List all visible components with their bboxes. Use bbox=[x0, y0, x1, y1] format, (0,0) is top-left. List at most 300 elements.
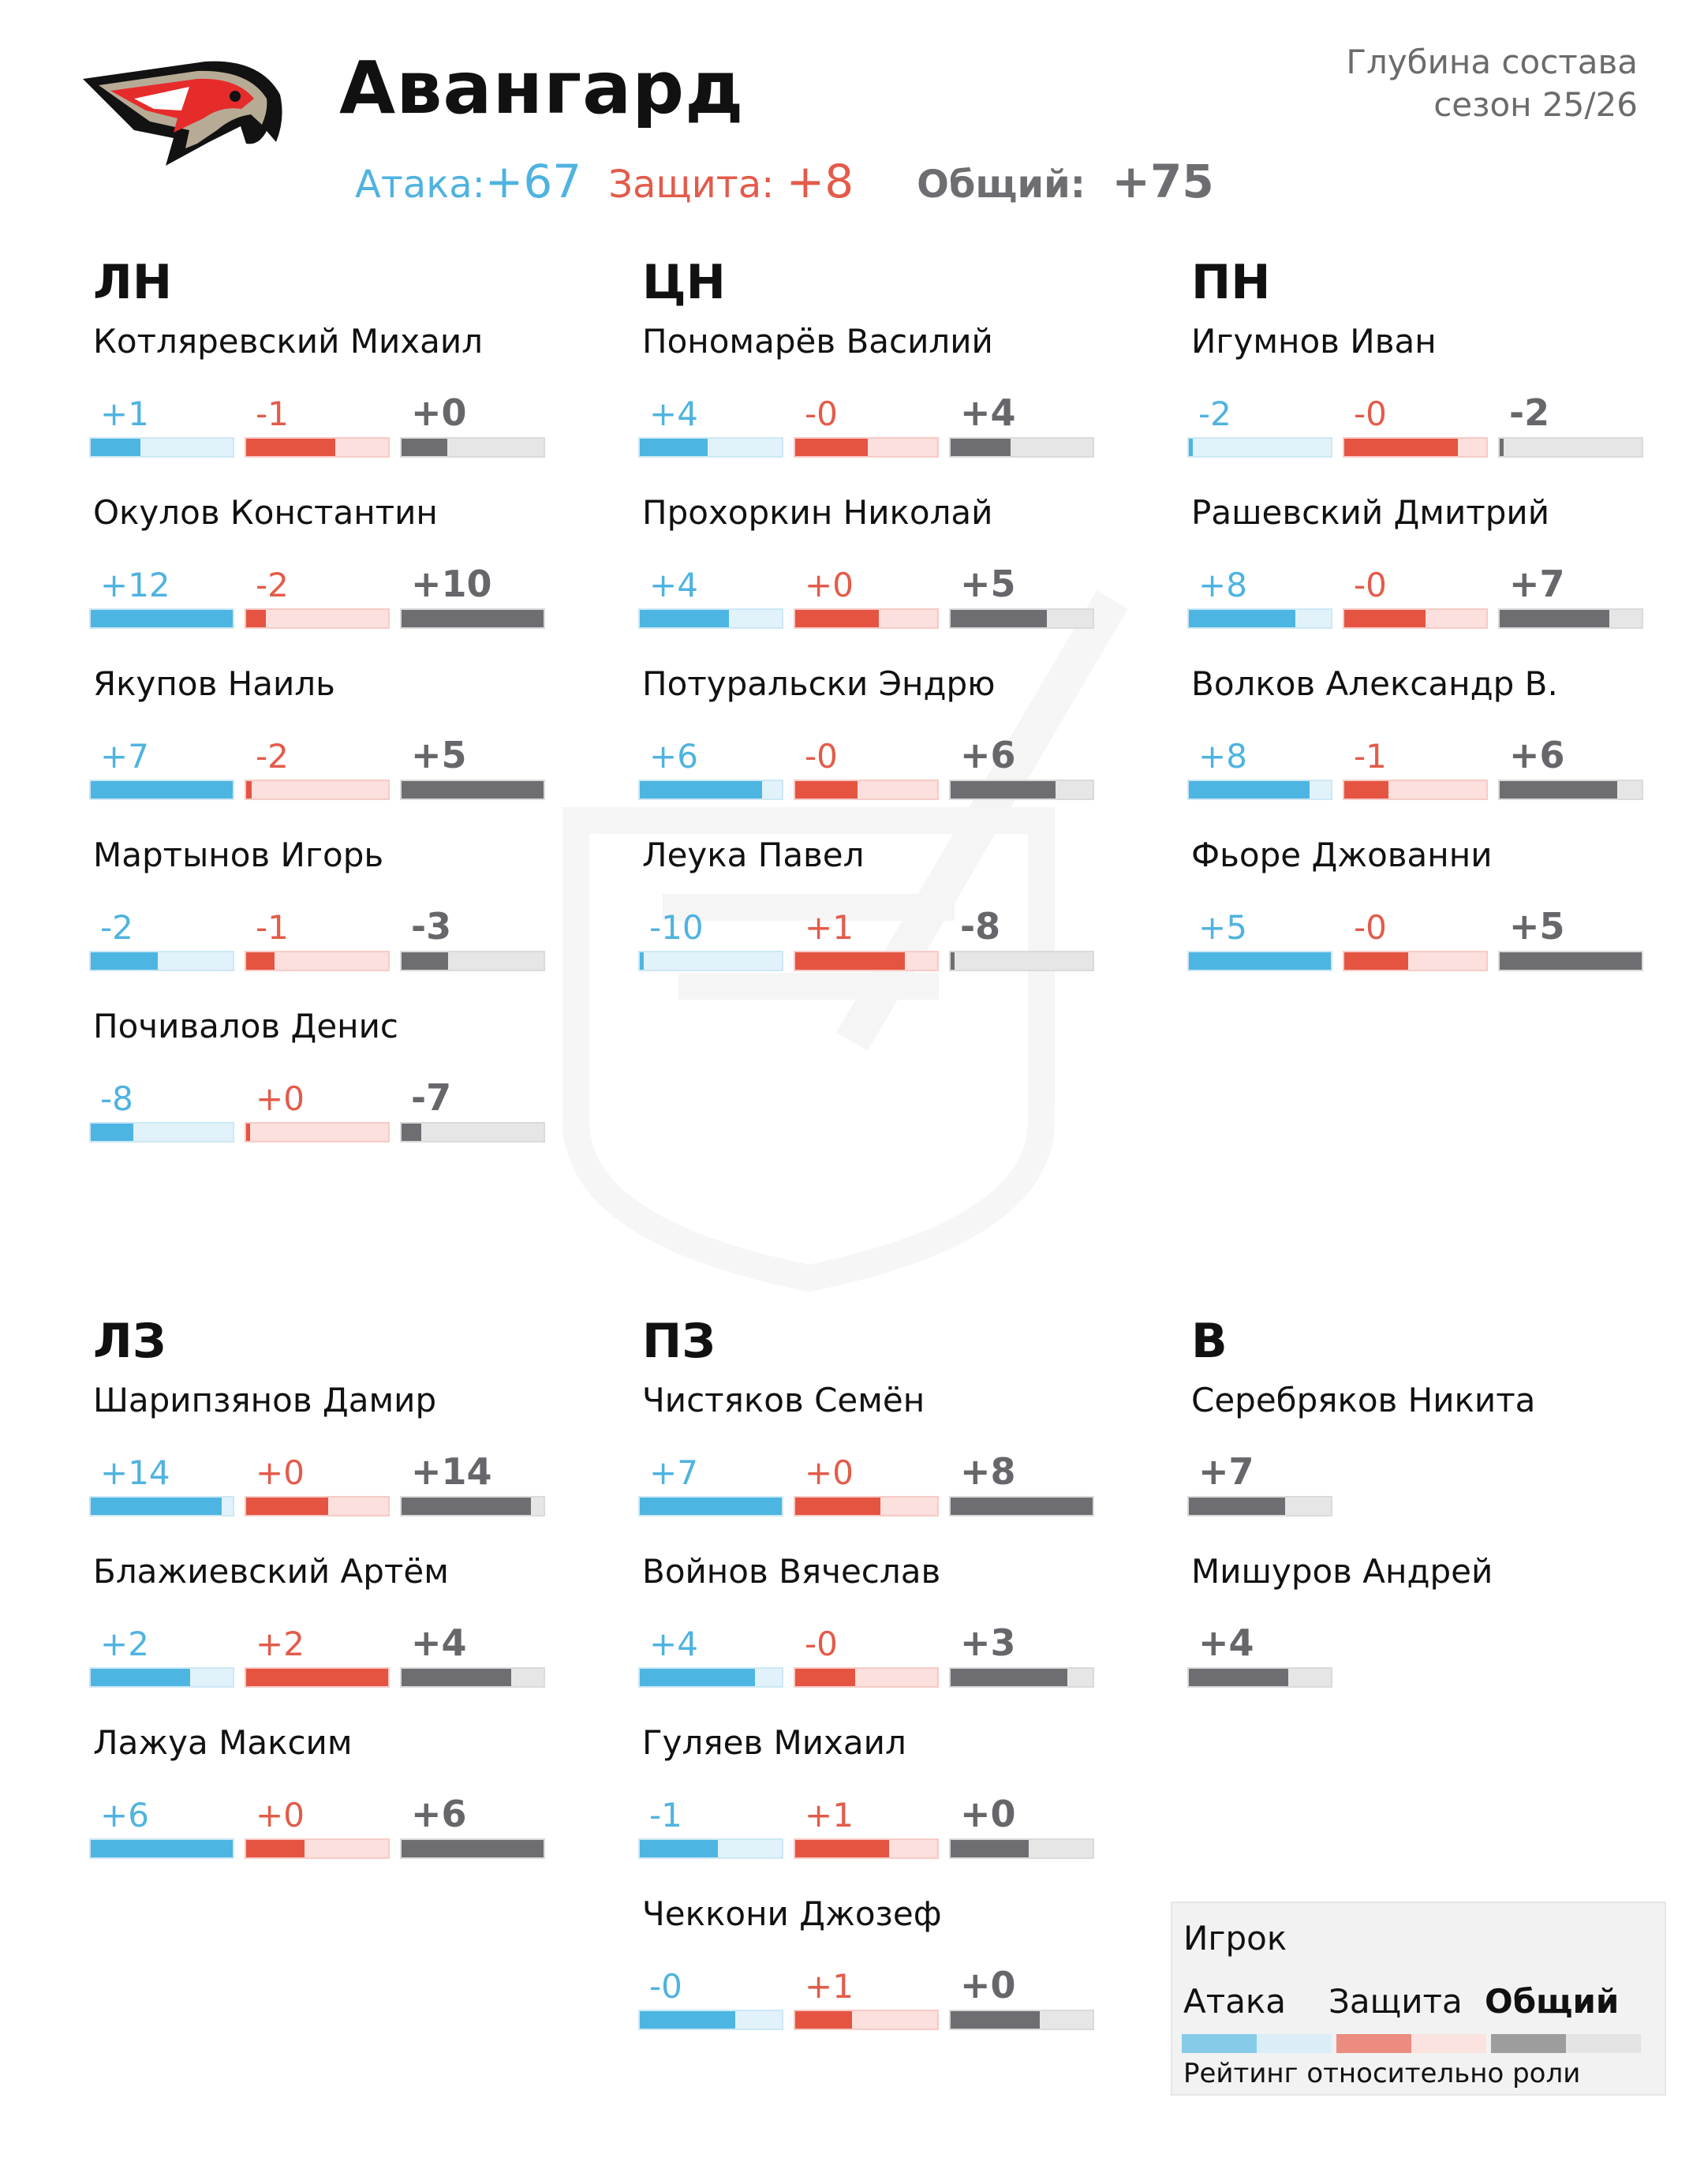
attack-bar-fill bbox=[640, 1498, 782, 1515]
defense-stat bbox=[245, 1796, 390, 1859]
attack-bar bbox=[89, 1122, 234, 1142]
overall-bar-fill bbox=[1500, 610, 1609, 627]
player-name: Потуральски Эндрю bbox=[642, 664, 996, 703]
defense-stat bbox=[245, 1453, 390, 1516]
overall-bar-fill bbox=[951, 1669, 1067, 1686]
overall-bar bbox=[400, 1838, 545, 1859]
defense-stat bbox=[794, 1796, 939, 1859]
attack-bar bbox=[1187, 780, 1332, 800]
defense-stat bbox=[1343, 566, 1488, 629]
defense-value: +2 bbox=[256, 1625, 305, 1663]
defense-value: +1 bbox=[805, 1967, 854, 2006]
defense-bar-fill bbox=[795, 1498, 880, 1515]
attack-stat bbox=[89, 737, 234, 800]
attack-bar bbox=[638, 608, 783, 629]
overall-bar bbox=[1498, 437, 1643, 458]
overall-bar-fill bbox=[402, 610, 544, 627]
overall-bar-fill bbox=[1500, 952, 1642, 970]
defense-bar-fill bbox=[246, 1498, 328, 1515]
defense-stat bbox=[794, 1967, 939, 2030]
attack-bar bbox=[638, 2010, 783, 2030]
attack-bar bbox=[89, 1667, 234, 1688]
header bbox=[0, 0, 1704, 237]
overall-value: -7 bbox=[411, 1076, 452, 1119]
overall-value: +10 bbox=[411, 563, 492, 605]
overall-bar-fill bbox=[951, 2011, 1040, 2029]
overall-value: +5 bbox=[960, 563, 1016, 605]
attack-bar-fill bbox=[91, 610, 233, 627]
position-title: ЦН bbox=[642, 255, 726, 310]
attack-stat bbox=[638, 1453, 783, 1516]
attack-stat bbox=[638, 908, 783, 971]
attack-value: +7 bbox=[100, 737, 149, 776]
player-name: Мишуров Андрей bbox=[1191, 1552, 1493, 1591]
attack-bar bbox=[1187, 951, 1332, 971]
defense-value: -2 bbox=[256, 737, 289, 776]
player-name: Чеккони Джозеф bbox=[642, 1894, 942, 1933]
attack-stat bbox=[89, 395, 234, 458]
attack-value: +4 bbox=[649, 1625, 698, 1663]
defense-bar bbox=[245, 1122, 390, 1142]
overall-bar bbox=[400, 1122, 545, 1142]
overall-value: +5 bbox=[411, 734, 467, 776]
attack-bar-fill bbox=[640, 610, 729, 627]
defense-bar bbox=[245, 608, 390, 629]
defense-value: +1 bbox=[805, 1796, 854, 1834]
defense-bar-fill bbox=[1344, 439, 1458, 456]
attack-stat bbox=[638, 1796, 783, 1859]
player-name: Серебряков Никита bbox=[1191, 1381, 1536, 1419]
attack-bar-fill bbox=[640, 952, 644, 970]
overall-bar bbox=[949, 1496, 1094, 1516]
defense-bar-fill bbox=[795, 610, 879, 627]
total-attack-value: +67 bbox=[484, 155, 582, 208]
overall-bar-fill bbox=[951, 1498, 1093, 1515]
overall-stat bbox=[949, 734, 1094, 800]
attack-bar-fill bbox=[640, 1840, 718, 1857]
defense-stat bbox=[794, 1625, 939, 1688]
attack-stat bbox=[89, 1079, 234, 1142]
overall-stat bbox=[949, 1793, 1094, 1859]
attack-bar-fill bbox=[91, 1124, 133, 1141]
attack-value: -0 bbox=[649, 1967, 682, 2006]
overall-stat bbox=[400, 1793, 545, 1859]
player-name: Фьоре Джованни bbox=[1191, 836, 1493, 874]
attack-bar-fill bbox=[91, 952, 158, 970]
overall-stat bbox=[949, 905, 1094, 971]
defense-stat bbox=[794, 908, 939, 971]
overall-stat bbox=[400, 734, 545, 800]
attack-bar bbox=[89, 951, 234, 971]
overall-value: +14 bbox=[411, 1450, 492, 1493]
overall-stat bbox=[400, 905, 545, 971]
attack-bar bbox=[89, 1496, 234, 1516]
overall-stat bbox=[400, 1450, 545, 1516]
team-name: Авангард bbox=[339, 46, 745, 130]
player-card bbox=[89, 836, 594, 1007]
defense-stat bbox=[245, 395, 390, 458]
attack-bar bbox=[638, 1667, 783, 1688]
overall-bar-fill bbox=[402, 1124, 421, 1141]
overall-bar-fill bbox=[951, 1840, 1029, 1857]
defense-value: -0 bbox=[805, 1625, 838, 1663]
overall-stat bbox=[1187, 1450, 1332, 1516]
attack-bar-fill bbox=[640, 781, 762, 798]
defense-bar bbox=[794, 780, 939, 800]
attack-bar-fill bbox=[1189, 610, 1295, 627]
defense-stat bbox=[1343, 737, 1488, 800]
player-name: Окулов Константин bbox=[93, 493, 438, 532]
defense-bar-fill bbox=[1344, 952, 1408, 970]
position-group-2 bbox=[1187, 251, 1692, 1007]
overall-value: +6 bbox=[411, 1793, 467, 1835]
defense-bar bbox=[794, 608, 939, 629]
overall-value: +7 bbox=[1198, 1450, 1254, 1493]
defense-value: -0 bbox=[1354, 566, 1387, 604]
attack-bar-fill bbox=[640, 439, 708, 456]
defense-bar-fill bbox=[246, 1124, 250, 1141]
attack-bar-fill bbox=[1189, 952, 1331, 970]
position-title: ПН bbox=[1191, 255, 1271, 310]
player-card bbox=[1187, 1381, 1692, 1552]
attack-bar bbox=[89, 780, 234, 800]
overall-stat bbox=[400, 563, 545, 629]
player-name: Игумнов Иван bbox=[1191, 322, 1437, 361]
defense-value: -0 bbox=[805, 395, 838, 433]
defense-stat bbox=[1343, 908, 1488, 971]
overall-value: +6 bbox=[960, 734, 1016, 776]
defense-bar bbox=[794, 2010, 939, 2030]
player-card bbox=[638, 1552, 1143, 1723]
overall-bar bbox=[1498, 951, 1643, 971]
defense-value: +0 bbox=[256, 1796, 305, 1834]
defense-stat bbox=[245, 737, 390, 800]
player-card bbox=[89, 322, 594, 493]
defense-bar-fill bbox=[246, 952, 275, 970]
attack-value: -1 bbox=[649, 1796, 682, 1834]
defense-value: -1 bbox=[256, 395, 289, 433]
player-name: Войнов Вячеслав bbox=[642, 1552, 941, 1591]
overall-bar-fill bbox=[951, 610, 1047, 627]
overall-bar bbox=[400, 951, 545, 971]
defense-value: +0 bbox=[256, 1079, 305, 1118]
avangard-hawk-logo bbox=[79, 55, 292, 174]
defense-stat bbox=[245, 908, 390, 971]
overall-bar bbox=[1498, 608, 1643, 629]
defense-bar-fill bbox=[795, 1840, 889, 1857]
attack-bar bbox=[638, 1496, 783, 1516]
player-card bbox=[638, 493, 1143, 664]
attack-bar-fill bbox=[91, 1669, 190, 1686]
overall-bar-fill bbox=[1500, 781, 1617, 798]
attack-value: +6 bbox=[649, 737, 698, 776]
position-title: ПЗ bbox=[642, 1314, 716, 1369]
overall-value: +0 bbox=[960, 1964, 1016, 2006]
attack-bar bbox=[1187, 437, 1332, 458]
legend-attack-label: Атака bbox=[1183, 1982, 1287, 2021]
position-title: ЛЗ bbox=[93, 1314, 166, 1369]
defense-bar bbox=[794, 951, 939, 971]
defense-value: +0 bbox=[805, 1453, 854, 1492]
player-name: Гуляев Михаил bbox=[642, 1723, 906, 1762]
player-card bbox=[89, 1552, 594, 1723]
defense-bar-fill bbox=[246, 610, 266, 627]
attack-value: +1 bbox=[100, 395, 149, 433]
attack-value: +8 bbox=[1198, 566, 1247, 604]
defense-bar bbox=[794, 437, 939, 458]
total-attack bbox=[355, 155, 582, 208]
defense-value: -0 bbox=[1354, 908, 1387, 947]
attack-stat bbox=[638, 737, 783, 800]
attack-stat bbox=[1187, 737, 1332, 800]
position-group-3 bbox=[89, 1310, 594, 1894]
attack-bar-fill bbox=[640, 2011, 735, 2029]
overall-bar bbox=[949, 1838, 1094, 1859]
defense-stat bbox=[794, 395, 939, 458]
player-card bbox=[89, 1381, 594, 1552]
attack-bar bbox=[89, 608, 234, 629]
player-card bbox=[1187, 322, 1692, 493]
overall-bar-fill bbox=[951, 781, 1056, 798]
player-card bbox=[1187, 836, 1692, 1007]
total-defense-value: +8 bbox=[786, 155, 854, 208]
overall-bar-fill bbox=[402, 1669, 511, 1686]
defense-value: -2 bbox=[256, 566, 289, 604]
defense-value: +0 bbox=[805, 566, 854, 604]
attack-bar bbox=[638, 951, 783, 971]
attack-bar bbox=[89, 437, 234, 458]
depth-chart-title bbox=[1346, 41, 1638, 126]
defense-stat bbox=[794, 566, 939, 629]
position-group-5 bbox=[1187, 1310, 1692, 1723]
overall-value: -8 bbox=[960, 905, 1001, 948]
overall-value: +0 bbox=[960, 1793, 1016, 1835]
player-name: Прохоркин Николай bbox=[642, 493, 993, 532]
defense-bar bbox=[245, 1667, 390, 1688]
attack-stat bbox=[89, 1453, 234, 1516]
attack-stat bbox=[89, 908, 234, 971]
defense-bar-fill bbox=[795, 439, 868, 456]
defense-bar bbox=[1343, 780, 1488, 800]
position-title: ЛН bbox=[93, 255, 173, 310]
defense-bar-fill bbox=[1344, 781, 1388, 798]
player-card bbox=[638, 322, 1143, 493]
player-card bbox=[1187, 664, 1692, 836]
overall-bar-fill bbox=[1189, 1498, 1285, 1515]
attack-bar-fill bbox=[640, 1669, 755, 1686]
total-defense-label: Защита: bbox=[608, 163, 775, 207]
overall-stat bbox=[949, 391, 1094, 458]
overall-bar bbox=[400, 780, 545, 800]
defense-bar bbox=[245, 437, 390, 458]
overall-bar bbox=[949, 951, 1094, 971]
overall-value: +3 bbox=[960, 1621, 1016, 1664]
total-overall bbox=[917, 155, 1214, 208]
defense-bar bbox=[1343, 951, 1488, 971]
legend-attack-bar bbox=[1182, 2034, 1332, 2053]
player-name: Чистяков Семён bbox=[642, 1381, 925, 1419]
player-card bbox=[638, 1894, 1143, 2066]
overall-value: +5 bbox=[1509, 905, 1565, 948]
attack-stat bbox=[638, 1967, 783, 2030]
attack-bar-fill bbox=[1189, 781, 1310, 798]
overall-stat bbox=[1498, 905, 1643, 971]
attack-bar bbox=[1187, 608, 1332, 629]
attack-stat bbox=[638, 1625, 783, 1688]
attack-bar bbox=[89, 1838, 234, 1859]
overall-value: +4 bbox=[411, 1621, 467, 1664]
defense-bar bbox=[1343, 608, 1488, 629]
defense-value: -1 bbox=[1354, 737, 1387, 776]
attack-bar bbox=[638, 437, 783, 458]
overall-bar bbox=[400, 608, 545, 629]
attack-value: -2 bbox=[100, 908, 133, 947]
overall-stat bbox=[400, 391, 545, 458]
attack-stat bbox=[638, 566, 783, 629]
legend bbox=[1171, 1902, 1666, 2096]
overall-stat bbox=[1498, 391, 1643, 458]
player-card bbox=[1187, 1552, 1692, 1723]
overall-bar bbox=[949, 608, 1094, 629]
defense-stat bbox=[794, 737, 939, 800]
overall-bar-fill bbox=[402, 952, 448, 970]
overall-bar bbox=[949, 780, 1094, 800]
overall-bar-fill bbox=[951, 952, 955, 970]
defense-bar bbox=[245, 780, 390, 800]
defense-bar bbox=[794, 1496, 939, 1516]
attack-bar-fill bbox=[91, 781, 233, 798]
player-name: Рашевский Дмитрий bbox=[1191, 493, 1550, 532]
overall-stat bbox=[1498, 734, 1643, 800]
attack-value: +12 bbox=[100, 566, 170, 604]
attack-stat bbox=[89, 1625, 234, 1688]
defense-stat bbox=[245, 1079, 390, 1142]
player-name: Мартынов Игорь bbox=[93, 836, 384, 874]
overall-stat bbox=[949, 563, 1094, 629]
attack-bar-fill bbox=[91, 1498, 222, 1515]
overall-bar-fill bbox=[1189, 1669, 1288, 1686]
legend-defense-bar bbox=[1336, 2034, 1486, 2053]
overall-value: +4 bbox=[960, 391, 1016, 434]
overall-value: -3 bbox=[411, 905, 452, 948]
defense-bar-fill bbox=[795, 2011, 852, 2029]
overall-bar bbox=[949, 2010, 1094, 2030]
overall-bar bbox=[949, 437, 1094, 458]
defense-value: -1 bbox=[256, 908, 289, 947]
player-card bbox=[638, 1381, 1143, 1552]
defense-bar-fill bbox=[1344, 610, 1426, 627]
attack-value: -2 bbox=[1198, 395, 1231, 433]
legend-note: Рейтинг относительно роли bbox=[1183, 2058, 1581, 2089]
attack-stat bbox=[1187, 908, 1332, 971]
defense-bar bbox=[245, 951, 390, 971]
overall-bar bbox=[1498, 780, 1643, 800]
player-name: Почивалов Денис bbox=[93, 1007, 399, 1045]
overall-stat bbox=[949, 1621, 1094, 1688]
defense-stat bbox=[794, 1453, 939, 1516]
defense-value: -0 bbox=[805, 737, 838, 776]
overall-bar bbox=[400, 1496, 545, 1516]
overall-stat bbox=[400, 1076, 545, 1142]
defense-stat bbox=[245, 1625, 390, 1688]
player-card bbox=[638, 1723, 1143, 1894]
overall-value: -2 bbox=[1509, 391, 1550, 434]
legend-title: Игрок bbox=[1183, 1919, 1287, 1958]
attack-bar-fill bbox=[1189, 439, 1193, 456]
defense-value: -0 bbox=[1354, 395, 1387, 433]
attack-value: +7 bbox=[649, 1453, 698, 1492]
overall-value: +4 bbox=[1198, 1621, 1254, 1664]
defense-bar-fill bbox=[246, 1669, 388, 1686]
total-overall-label: Общий: bbox=[917, 163, 1086, 207]
overall-value: +0 bbox=[411, 391, 467, 434]
overall-stat bbox=[949, 1450, 1094, 1516]
defense-bar-fill bbox=[795, 1669, 855, 1686]
position-title: В bbox=[1191, 1314, 1228, 1369]
overall-stat bbox=[949, 1964, 1094, 2030]
attack-bar bbox=[638, 1838, 783, 1859]
player-card bbox=[89, 1007, 594, 1178]
overall-stat bbox=[400, 1621, 545, 1688]
attack-value: +8 bbox=[1198, 737, 1247, 776]
defense-bar-fill bbox=[246, 439, 335, 456]
player-name: Пономарёв Василий bbox=[642, 322, 993, 361]
player-card bbox=[638, 836, 1143, 1007]
attack-value: +5 bbox=[1198, 908, 1247, 947]
overall-bar-fill bbox=[402, 439, 447, 456]
attack-stat bbox=[638, 395, 783, 458]
player-name: Лажуа Максим bbox=[93, 1723, 353, 1762]
player-name: Леука Павел bbox=[642, 836, 865, 874]
overall-stat bbox=[1187, 1621, 1332, 1688]
overall-bar bbox=[400, 1667, 545, 1688]
defense-bar bbox=[794, 1667, 939, 1688]
player-name: Шарипзянов Дамир bbox=[93, 1381, 437, 1419]
total-overall-value: +75 bbox=[1112, 155, 1214, 208]
overall-bar bbox=[400, 437, 545, 458]
defense-bar-fill bbox=[246, 781, 252, 798]
total-attack-label: Атака: bbox=[355, 163, 485, 207]
player-card bbox=[89, 1723, 594, 1894]
overall-bar-fill bbox=[402, 1498, 531, 1515]
defense-bar bbox=[1343, 437, 1488, 458]
defense-bar-fill bbox=[795, 952, 905, 970]
player-name: Котляревский Михаил bbox=[93, 322, 484, 361]
defense-bar bbox=[794, 1838, 939, 1859]
attack-stat bbox=[1187, 566, 1332, 629]
attack-value: +2 bbox=[100, 1625, 149, 1663]
overall-bar bbox=[1187, 1496, 1332, 1516]
player-name: Волков Александр В. bbox=[1191, 664, 1558, 703]
player-card bbox=[89, 664, 594, 836]
total-defense bbox=[608, 155, 854, 208]
attack-bar-fill bbox=[91, 1840, 233, 1857]
overall-bar bbox=[1187, 1667, 1332, 1688]
defense-bar bbox=[245, 1496, 390, 1516]
defense-value: +0 bbox=[256, 1453, 305, 1492]
attack-stat bbox=[89, 1796, 234, 1859]
defense-stat bbox=[245, 566, 390, 629]
attack-bar-fill bbox=[91, 439, 140, 456]
attack-value: +4 bbox=[649, 566, 698, 604]
position-group-4 bbox=[638, 1310, 1143, 2066]
defense-stat bbox=[1343, 395, 1488, 458]
overall-bar-fill bbox=[951, 439, 1011, 456]
season-label: сезон 25/26 bbox=[1433, 85, 1638, 124]
defense-bar-fill bbox=[795, 781, 858, 798]
overall-bar-fill bbox=[402, 1840, 544, 1857]
attack-value: +6 bbox=[100, 1796, 149, 1834]
